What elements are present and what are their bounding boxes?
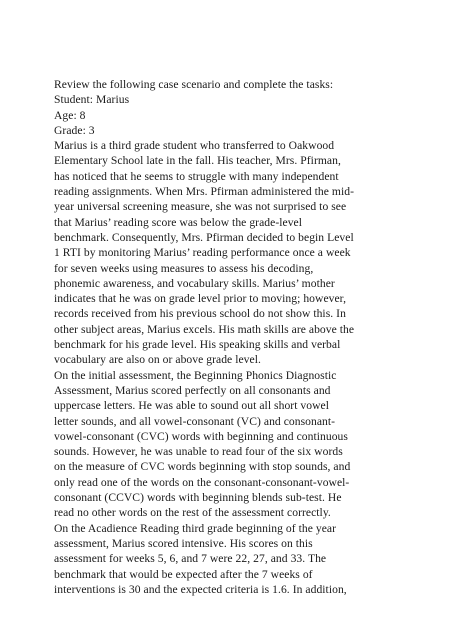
text-line: indicates that he was on grade level prior to moving; however, <box>54 292 347 306</box>
text-line: on the measure of CVC words beginning with stop sounds, and <box>54 460 351 474</box>
text-line: reading assignments. When Mrs. Pfirman administered the mid- <box>54 185 354 199</box>
text-line: benchmark that would be expected after the 7 weeks of <box>54 567 313 581</box>
text-line: records received from his previous school do not show this. In <box>54 307 346 321</box>
text-line: other subject areas, Marius excels. His math skills are above the <box>54 322 355 336</box>
text-line: 1 RTI by monitoring Marius’ reading performance once a week <box>54 246 351 260</box>
text-line: assessment for weeks 5, 6, and 7 were 22, 27, and 33. The <box>54 552 327 566</box>
document-body <box>54 77 404 597</box>
student-name-line: Student: Marius <box>54 93 130 107</box>
instruction-line: Review the following case scenario and complete the tasks: <box>54 78 334 91</box>
text-line: year universal screening measure, she was not surprised to see <box>54 200 347 214</box>
text-line: benchmark for his grade level. His speaking skills and verbal <box>54 338 341 352</box>
student-age-line: Age: 8 <box>54 108 86 122</box>
text-line: Marius is a third grade student who transferred to Oakwood <box>54 139 335 153</box>
text-line: letter sounds, and all vowel-consonant (VC) and consonant- <box>54 414 336 428</box>
text-line: assessment, Marius scored intensive. His scores on this <box>54 536 313 550</box>
text-line: has noticed that he seems to struggle with many independent <box>54 169 339 183</box>
text-line: benchmark. Consequently, Mrs. Pfirman decided to begin Level <box>54 230 354 244</box>
text-line: vocabulary are also on or above grade level. <box>54 353 261 367</box>
text-line: read no other words on the rest of the assessment correctly. <box>54 506 331 520</box>
text-line: Elementary School late in the fall. His teacher, Mrs. Pfirman, <box>54 154 341 168</box>
text-line: interventions is 30 and the expected criteria is 1.6. In addition, <box>54 582 347 596</box>
text-line: consonant (CCVC) words with beginning blends sub-test. He <box>54 491 342 505</box>
student-grade-line: Grade: 3 <box>54 123 95 137</box>
text-line: for seven weeks using measures to assess his decoding, <box>54 261 314 275</box>
text-line: sounds. However, he was unable to read four of the six words <box>54 445 343 459</box>
text-line: On the initial assessment, the Beginning Phonics Diagnostic <box>54 368 337 382</box>
text-line: On the Acadience Reading third grade beginning of the year <box>54 521 337 535</box>
text-line: only read one of the words on the consonant-consonant-vowel- <box>54 475 350 489</box>
text-line: uppercase letters. He was able to sound out all short vowel <box>54 399 330 413</box>
text-line: vowel-consonant (CVC) words with beginning and continuous <box>54 429 348 443</box>
text-line: phonemic awareness, and vocabulary skills. Marius’ mother <box>54 276 335 290</box>
text-line: that Marius’ reading score was below the grade-level <box>54 215 303 229</box>
text-line: Assessment, Marius scored perfectly on all consonants and <box>54 383 331 397</box>
